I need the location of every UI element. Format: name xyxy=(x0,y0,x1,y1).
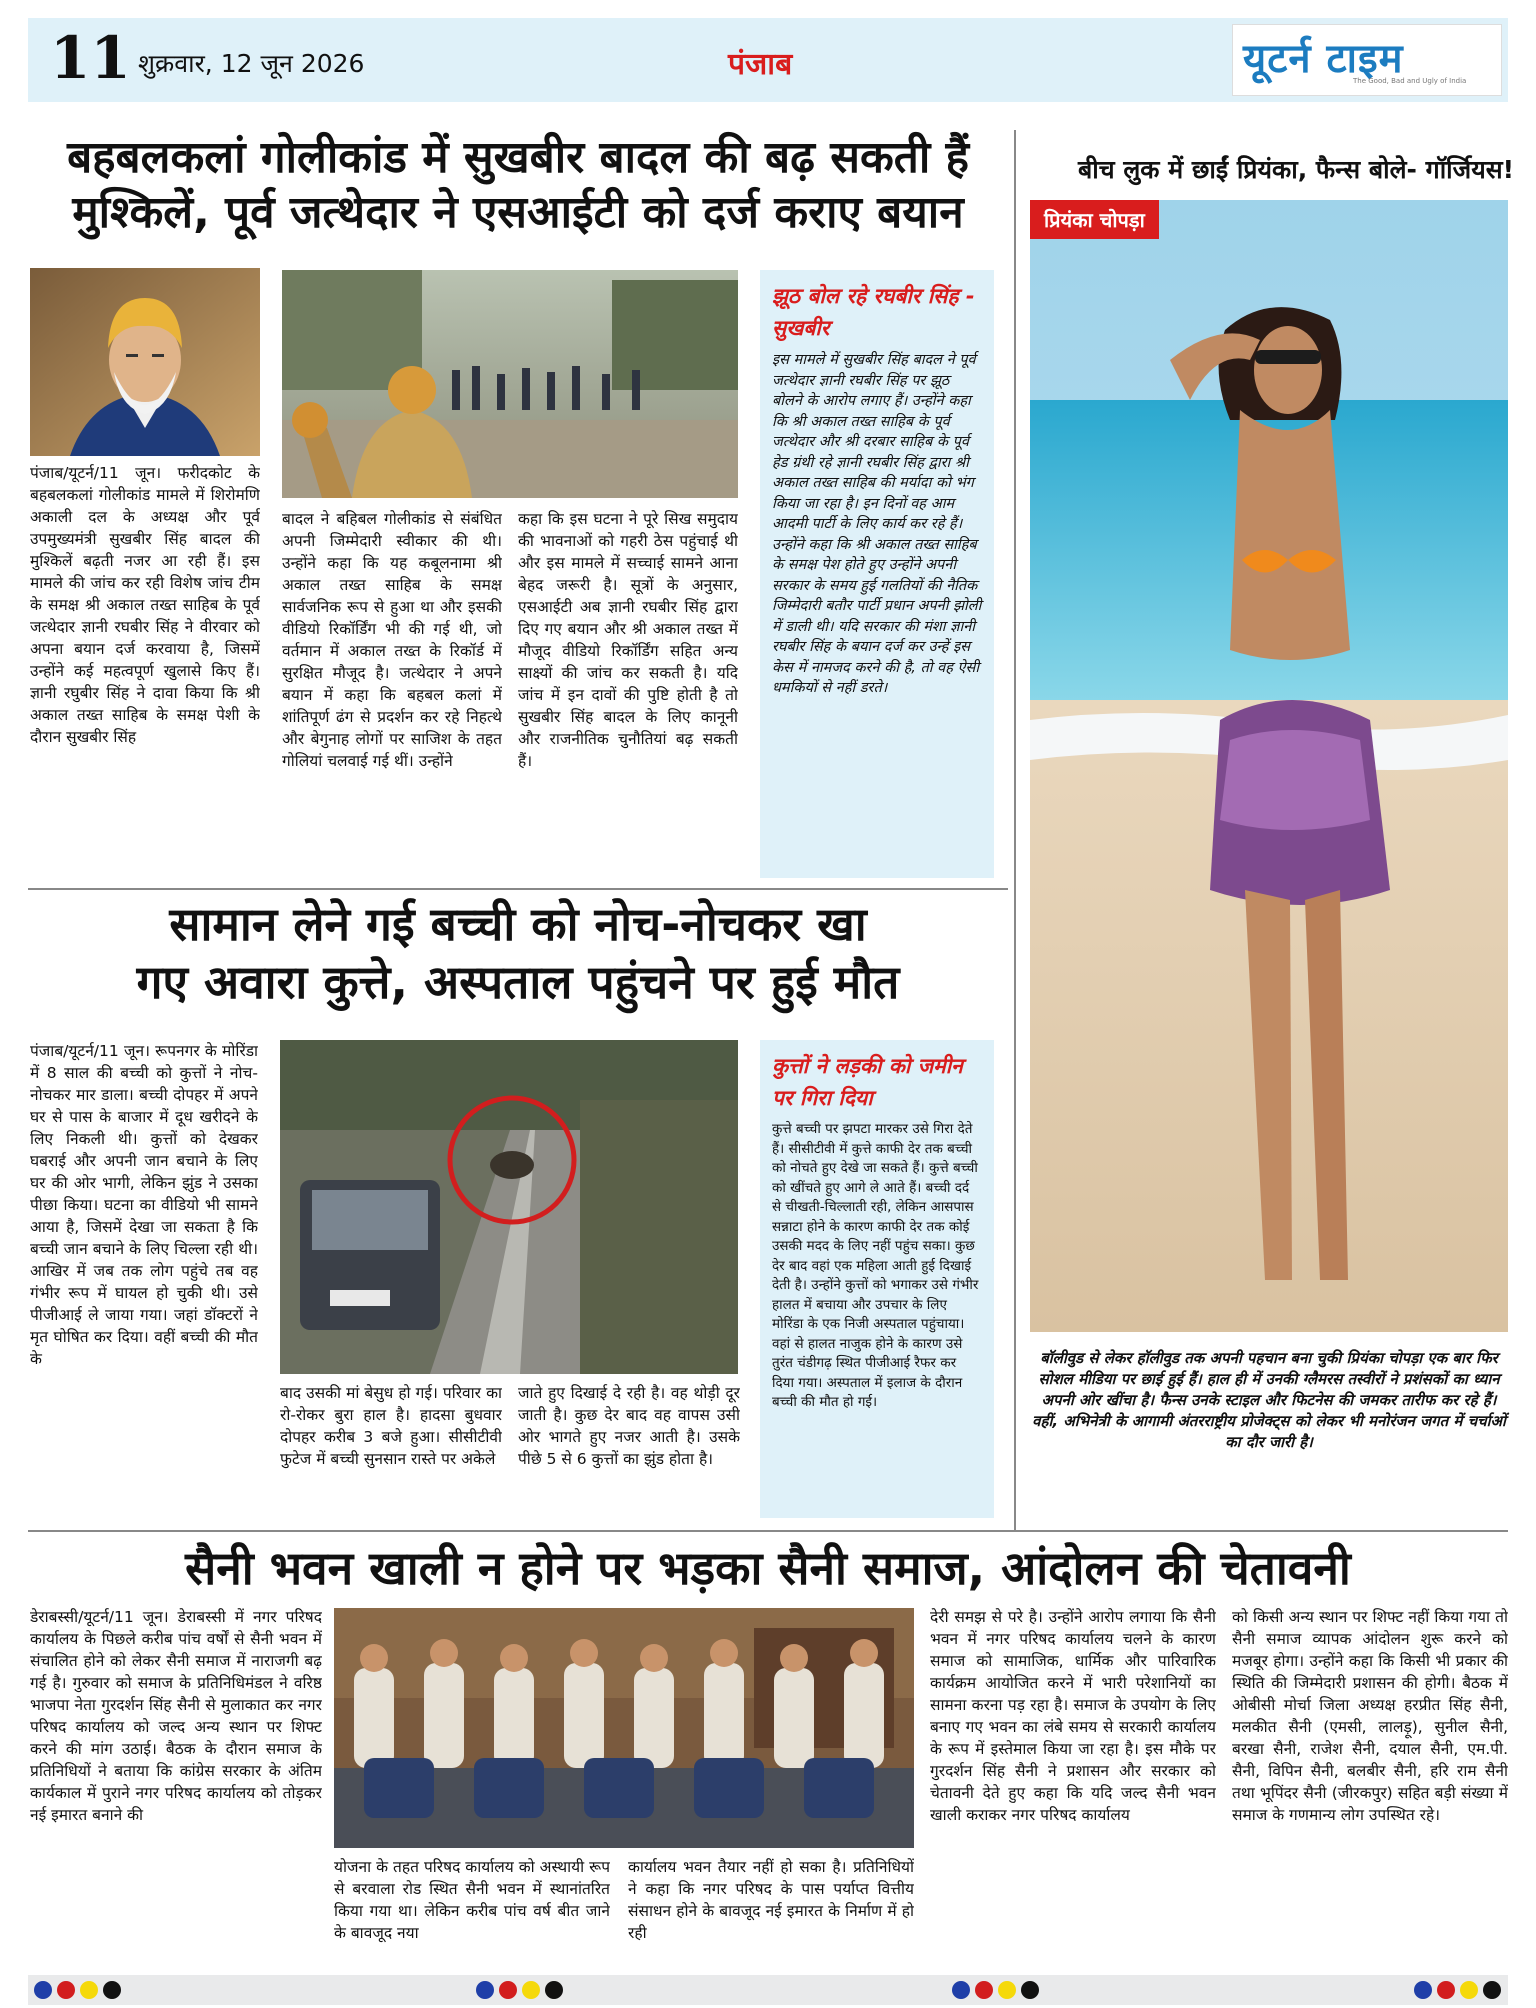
story2-sidebar xyxy=(760,1040,994,1518)
registration-dot xyxy=(975,1981,993,1999)
side-story-caption: बॉलीवुड से लेकर हॉलीवुड तक अपनी पहचान बना चुकी प्रियंका चोपड़ा एक बार फिर सोशल मीडिया पर छाई हुई हैं। हाल ही में उनकी ग्लैमरस तस्वीरों ने प्रशंसकों का ध्यान अपनी ओर खींचा है। फैन्स उनके स्टाइल और फिटनेस की जमकर तारीफ कर रहे हैं। वहीं, अभिनेत्री के आगामी अंतरराष्ट्रीय प्रोजेक्ट्स को लेकर भी मनोरंजन जगत में चर्चाओं का दौर जारी है। xyxy=(1032,1349,1506,1451)
registration-dot xyxy=(522,1981,540,1999)
story1-column-2: बादल ने बहिबल गोलीकांड से संबंधित अपनी जिम्मेदारी स्वीकार की थी। उन्होंने कहा कि यह कबूलनामा श्री अकाल तख्त साहिब के समक्ष सार्वजनिक रूप से हुआ था और इसकी वीडियो रिकॉर्डिंग भी की गई थी, जो वर्तमान में अकाल तख्त के रिकॉर्ड में सुरक्षित मौजूद है। जत्थेदार ने अपने बयान में कहा कि बहबल कलां में शांतिपूर्ण ढंग से प्रदर्शन कर रहे निहत्थे और बेगुनाह लोगों पर साजिश के तहत गोलियां चलवाई गई थीं। उन्होंने xyxy=(282,510,502,770)
story1-headline xyxy=(28,130,1008,240)
story2-sidebar-heading: कुत्तों ने लड़की को जमीन पर गिरा दिया xyxy=(772,1054,963,1110)
story3-column-3: कार्यालय भवन तैयार नहीं हो सका है। प्रतिनिधियों ने कहा कि नगर परिषद के पास पर्याप्त वित्तीय संसाधन होने के बावजूद नई इमारत के निर्माण में हो रही xyxy=(628,1858,914,1942)
registration-dot xyxy=(499,1981,517,1999)
registration-dot xyxy=(80,1981,98,1999)
divider xyxy=(28,888,1008,890)
story2-column-2: बाद उसकी मां बेसुध हो गई। परिवार का रो-रोकर बुरा हाल है। हादसा बुधवार दोपहर करीब 3 बजे हुआ। सीसीटीवी फुटेज में बच्ची सुनसान रास्ते पर अकेले xyxy=(280,1384,502,1468)
registration-marks-center-right xyxy=(952,1981,1039,1999)
meeting-photo xyxy=(334,1608,914,1848)
footer-strip xyxy=(28,1975,1508,2005)
story3-column-2: योजना के तहत परिषद कार्यालय को अस्थायी रूप से बरवाला रोड स्थित सैनी भवन में स्थानांतरित किया गया था। लेकिन करीब पांच वर्ष बीत जाने के बावजूद नया xyxy=(334,1858,610,1942)
story2-column-1: पंजाब/यूटर्न/11 जून। रूपनगर के मोरिंडा में 8 साल की बच्ची को कुत्तों ने नोच-नोचकर मार डाला। बच्ची दोपहर में अपने घर से पास के बाजार में दूध खरीदने के लिए निकली थी। कुत्तों को देखकर घबराई और अपनी जान बचाने के लिए घर की ओर भागी, लेकिन झुंड ने उसका पीछा किया। घटना का वीडियो भी सामने आया है, जिसमें देखा जा सकता है कि बच्ची जान बचाने के लिए चिल्ला रही थी। आखिर में जब तक लोग पहुंचे तब वह गंभीर रूप में घायल हो चुकी थी। उसे पीजीआई ले जाया गया। जहां डॉक्टरों ने मृत घोषित कर दिया। वहीं बच्ची की मौत के xyxy=(30,1042,258,1368)
page-number: 11 xyxy=(50,24,131,92)
story1-column-3: कहा कि इस घटना ने पूरे सिख समुदाय की भावनाओं को गहरी ठेस पहुंचाई थी और इस मामले में सच्चाई सामने आना बेहद जरूरी है। सूत्रों के अनुसार, एसआईटी अब ज्ञानी रघबीर सिंह द्वारा दिए गए बयान और श्री अकाल तख्त में मौजूद वीडियो रिकॉर्डिंग सहित अन्य साक्ष्यों की जांच कर सकती है। यदि जांच में इन दावों की पुष्टि होती है तो सुखबीर सिंह बादल के लिए कानूनी और राजनीतिक चुनौतियां बढ़ सकती हैं। xyxy=(518,510,738,770)
registration-marks-center-left xyxy=(476,1981,563,1999)
registration-dot xyxy=(34,1981,52,1999)
story2-sidebar-text: कुत्ते बच्ची पर झपटा मारकर उसे गिरा देते हैं। सीसीटीवी में कुत्ते काफी देर तक बच्ची को नोचते हुए देखे जा सकते हैं। कुत्ते बच्ची को खींचते हुए आगे ले आते हैं। बच्ची दर्द से चीखती-चिल्लाती रही, लेकिन आसपास सन्नाटा होने के कारण काफी देर तक कोई उसकी मदद के लिए नहीं पहुंच सका। कुछ देर बाद वहां एक महिला आती हुई दिखाई देती है। उन्होंने कुत्तों को भगाकर उसे गंभीर हालत में बचाया और उपचार के लिए मोरिंडा के एक निजी अस्पताल पहुंचाया। वहां से हालत नाजुक होने के कारण उसे तुरंत चंडीगढ़ स्थित पीजीआई रैफर कर दिया गया। अस्पताल में इलाज के दौरान बच्ची की मौत हो गई। xyxy=(772,1121,979,1410)
story2-headline-line2: गए अवारा कुत्ते, अस्पताल पहुंचने पर हुई मौत xyxy=(136,954,900,1009)
registration-dot xyxy=(1483,1981,1501,1999)
story2-column-3: जाते हुए दिखाई दे रही है। वह थोड़ी दूर जाती है। कुछ देर बाद वह वापस उसी ओर भागते हुए नजर आती है। उसके पीछे 5 से 6 कुत्तों का झुंड होता है। xyxy=(518,1384,740,1468)
registration-marks-right xyxy=(1414,1981,1501,1999)
section-name: पंजाब xyxy=(728,47,793,82)
registration-dot xyxy=(1021,1981,1039,1999)
cctv-photo xyxy=(280,1040,738,1374)
vertical-divider xyxy=(1014,130,1016,1530)
registration-dot xyxy=(476,1981,494,1999)
registration-dot xyxy=(998,1981,1016,1999)
registration-dot xyxy=(1437,1981,1455,1999)
story2-headline xyxy=(28,896,1008,1011)
story2-headline-line1: सामान लेने गई बच्ची को नोच-नोचकर खा xyxy=(169,897,867,951)
story1-headline-line1: बहबलकलां गोलीकांड में सुखबीर बादल की बढ़ सकती हैं xyxy=(67,132,969,183)
newspaper-logo xyxy=(1232,24,1502,96)
portrait-illustration xyxy=(30,268,260,456)
registration-dot xyxy=(57,1981,75,1999)
registration-dot xyxy=(103,1981,121,1999)
registration-dot xyxy=(952,1981,970,1999)
story3-column-1: डेराबस्सी/यूटर्न/11 जून। डेराबस्सी में नगर परिषद कार्यालय के पिछले करीब पांच वर्षों से सैनी भवन में संचालित होने को लेकर सैनी समाज में नाराजगी बढ़ गई है। गुरुवार को समाज के प्रतिनिधिमंडल ने वरिष्ठ भाजपा नेता गुरदर्शन सिंह सैनी से मुलाकात कर नगर परिषद कार्यालय को जल्द अन्य स्थान पर शिफ्ट करने की मांग उठाई। बैठक के दौरान समाज के प्रतिनिधियों ने बताया कि कांग्रेस सरकार के अंतिम कार्यकाल में पुराने नगर परिषद कार्यालय को तोड़कर नई इमारत बनाने की xyxy=(30,1608,322,1824)
logo-text: यूटर्न टाइम xyxy=(1243,36,1404,82)
issue-date: शुक्रवार, 12 जून 2026 xyxy=(138,49,365,78)
story1-headline-line2: मुश्किलें, पूर्व जत्थेदार ने एसआईटी को दर्ज कराए बयान xyxy=(72,187,964,238)
registration-dot xyxy=(1414,1981,1432,1999)
masthead xyxy=(28,18,1508,102)
story3-headline: सैनी भवन खाली न होने पर भड़का सैनी समाज, आंदोलन की चेतावनी xyxy=(185,1541,1351,1595)
photo-name-label: प्रियंका चोपड़ा xyxy=(1030,200,1159,239)
beach-illustration xyxy=(1030,200,1508,1332)
story3-column-4: देरी समझ से परे है। उन्होंने आरोप लगाया कि सैनी भवन में नगर परिषद कार्यालय चलने के कारण समाज को सामाजिक, धार्मिक और पारिवारिक कार्यक्रम आयोजित करने में भारी परेशानियों का सामना करना पड़ रहा है। समाज के उपयोग के लिए बनाए गए भवन का लंबे समय से सरकारी कार्यालय के रूप में इस्तेमाल किया जा रहा है। इस मौके पर गुरदर्शन सिंह सैनी ने प्रशासन और सरकार को चेतावनी देते हुए कहा कि यदि जल्द सैनी भवन खाली कराकर नगर परिषद कार्यालय xyxy=(930,1608,1216,1824)
story3-column-5: को किसी अन्य स्थान पर शिफ्ट नहीं किया गया तो सैनी समाज व्यापक आंदोलन शुरू करने को मजबूर होगा। उन्होंने कहा कि किसी भी प्रकार की स्थिति की जिम्मेदारी प्रशासन की होगी। बैठक में ओबीसी मोर्चा जिला अध्यक्ष हरप्रीत सिंह सैनी, मलकीत सैनी (एमसी, लालड़ू), सुनील सैनी, बरखा सैनी, राजेश सैनी, दयाल सैनी, एम.पी. सैनी, विपिन सैनी, बलबीर सैनी, हरि राम सैनी तथा भूपिंदर सैनी (जीरकपुर) सहित बड़ी संख्या में समाज के गणमान्य लोग उपस्थित रहे। xyxy=(1232,1608,1508,1824)
beach-photo xyxy=(1030,200,1508,1332)
story1-sidebar-heading: झूठ बोल रहे रघबीर सिंह - सुखबीर xyxy=(772,284,975,340)
divider xyxy=(28,1530,1508,1532)
side-story-headline: बीच लुक में छाईं प्रियंका, फैन्स बोले- गॉर्जियस! xyxy=(1078,155,1514,184)
story1-sidebar-text: इस मामले में सुखबीर सिंह बादल ने पूर्व जत्थेदार ज्ञानी रघबीर सिंह पर झूठ बोलने के आरोप लगाए हैं। उन्होंने कहा कि श्री अकाल तख्त साहिब के पूर्व जत्थेदार और श्री दरबार साहिब के पूर्व हेड ग्रंथी रहे ज्ञानी रघबीर सिंह द्वारा श्री अकाल तख्त साहिब की मर्यादा को भंग किया जा रहा है। इन दिनों वह आम आदमी पार्टी के लिए कार्य कर रहे हैं। उन्होंने कहा कि श्री अकाल तख्त साहिब के समक्ष पेश होते हुए उन्होंने अपनी सरकार के समय हुई गलतियों की नैतिक जिम्मेदारी बतौर पार्टी प्रधान अपनी झोली में डाली थी। यदि सरकार की मंशा ज्ञानी रघबीर सिंह के बयान दर्ज कर उन्हें इस केस में नामजद करने की है, तो वह ऐसी धमकियों से नहीं डरते। xyxy=(772,352,982,696)
registration-marks-left xyxy=(34,1981,121,1999)
cctv-illustration xyxy=(280,1040,738,1374)
registration-dot xyxy=(1460,1981,1478,1999)
logo-tagline: The Good, Bad and Ugly of India xyxy=(1353,77,1467,85)
story1-column-1: पंजाब/यूटर्न/11 जून। फरीदकोट के बहबलकलां गोलीकांड मामले में शिरोमणि अकाली दल के अध्यक्ष और पूर्व उपमुख्यमंत्री सुखबीर सिंह बादल की मुश्किलें बढ़ती नजर आ रही हैं। इस मामले की जांच कर रही विशेष जांच टीम के समक्ष श्री अकाल तख्त साहिब के पूर्व जत्थेदार ज्ञानी रघबीर सिंह ने वीरवार को अपना बयान दर्ज करवाया है, जिसमें उन्होंने कई महत्वपूर्ण खुलासे किए हैं। ज्ञानी रघुबीर सिंह ने दावा किया कि श्री अकाल तख्त साहिब के समक्ष पेशी के दौरान सुखबीर सिंह xyxy=(30,464,260,746)
story1-sidebar xyxy=(760,270,994,878)
clash-illustration xyxy=(282,270,738,498)
registration-dot xyxy=(545,1981,563,1999)
portrait-photo xyxy=(30,268,260,456)
meeting-illustration xyxy=(334,1608,914,1848)
clash-photo xyxy=(282,270,738,498)
